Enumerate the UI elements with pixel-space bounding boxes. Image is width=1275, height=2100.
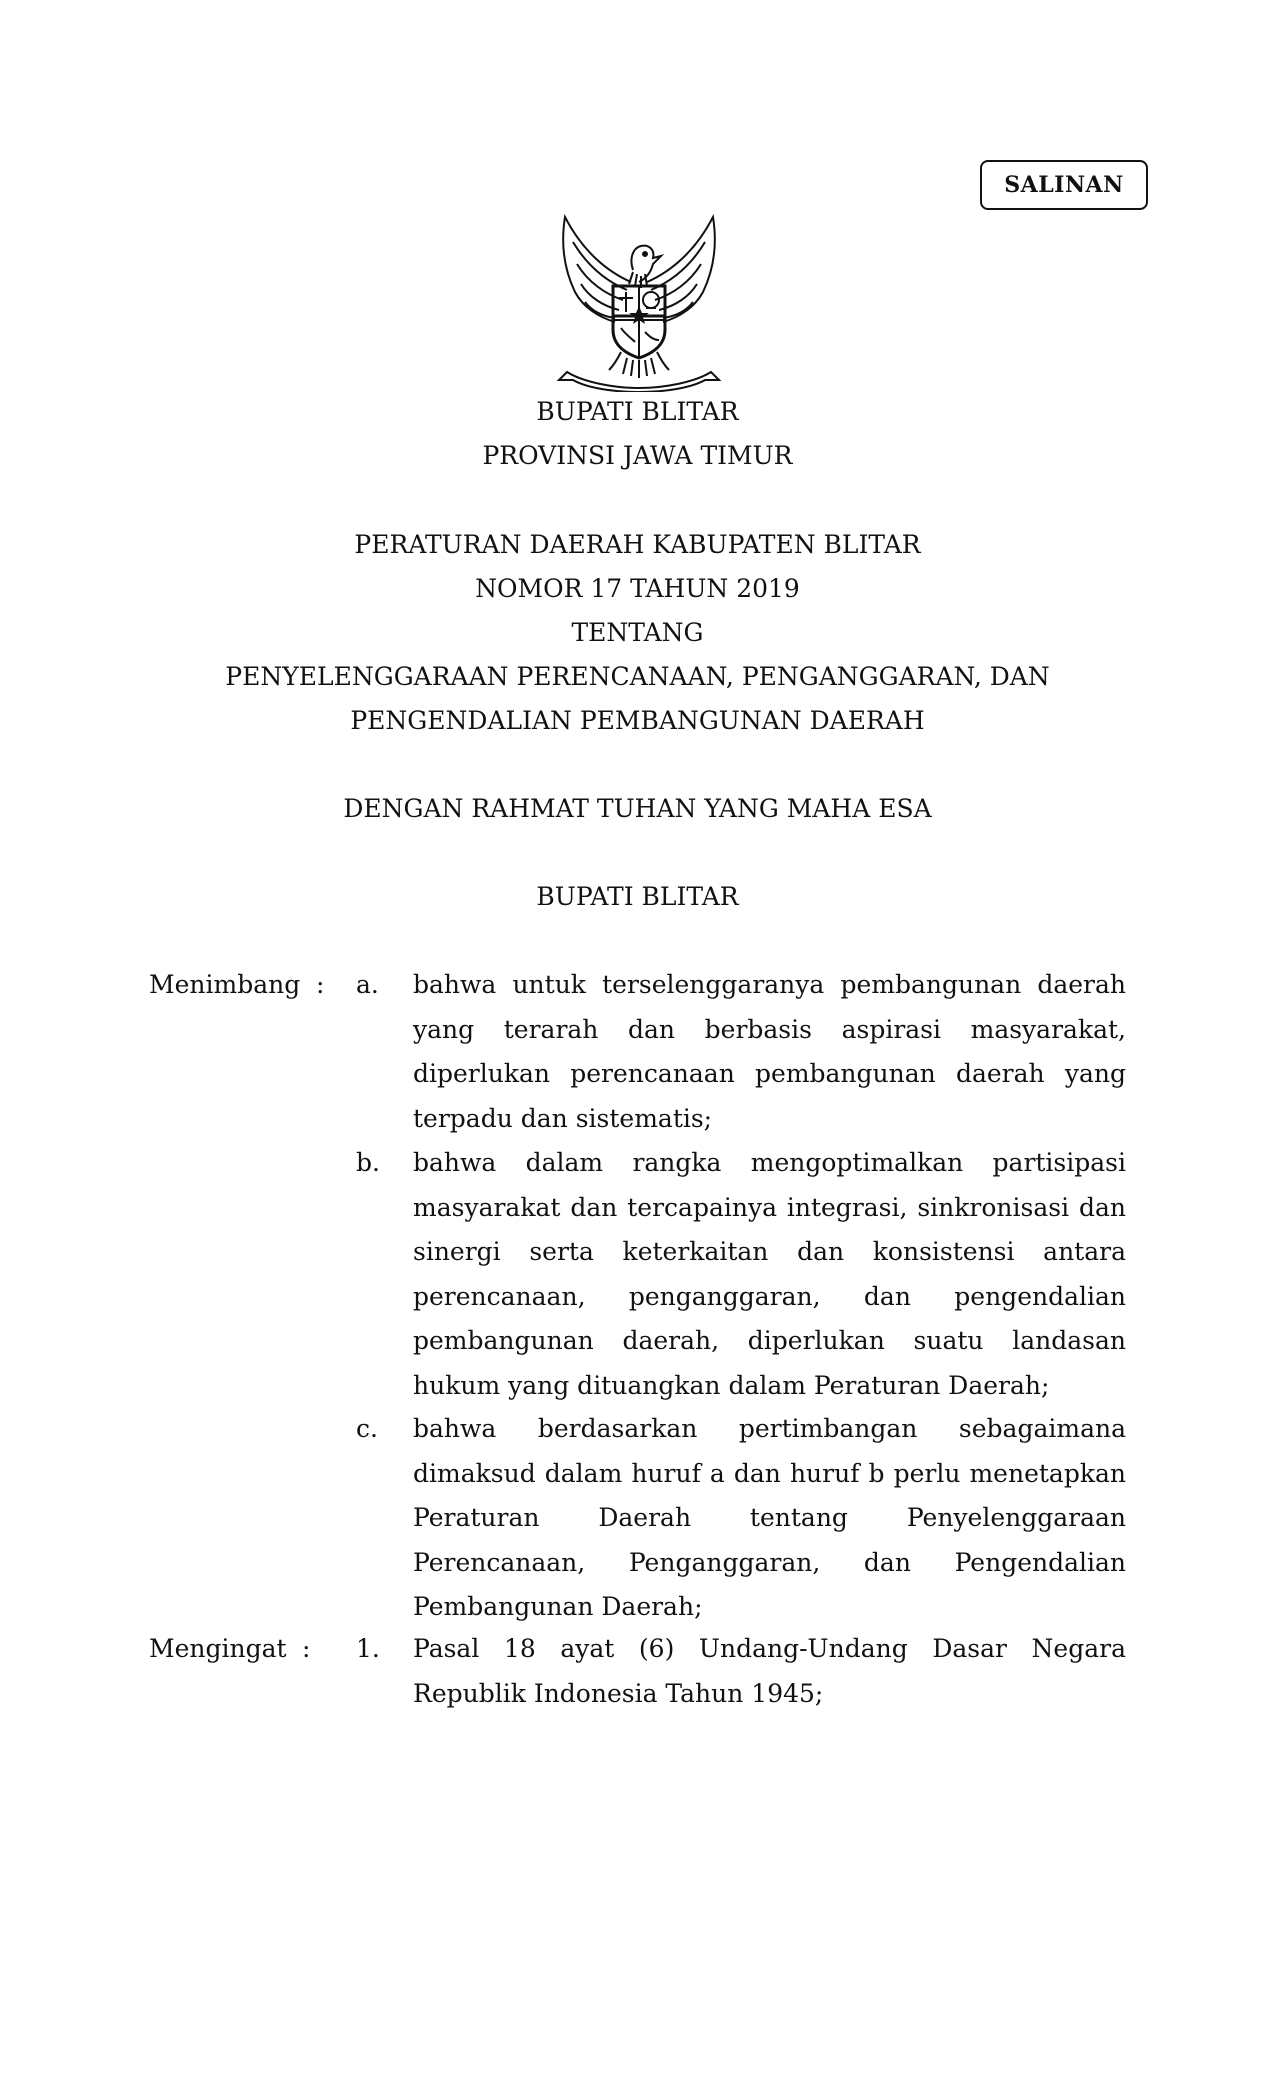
preamble-blessing: DENGAN RAHMAT TUHAN YANG MAHA ESA: [343, 794, 932, 823]
menimbang-label: Menimbang: [149, 970, 301, 999]
mengingat-item-1-marker: 1.: [356, 1634, 380, 1663]
menimbang-colon: :: [316, 970, 325, 999]
header-authority: BUPATI BLITAR: [536, 397, 739, 426]
mengingat-label: Mengingat: [149, 1634, 287, 1663]
regulation-number: NOMOR 17 TAHUN 2019: [475, 574, 800, 603]
header-province: PROVINSI JAWA TIMUR: [482, 441, 793, 470]
mengingat-colon: :: [302, 1634, 311, 1663]
garuda-pancasila-emblem-icon: [553, 212, 725, 392]
menimbang-item-c-marker: c.: [356, 1414, 378, 1443]
regulation-subject-line-1: PENYELENGGARAAN PERENCANAAN, PENGANGGARAN, DAN: [225, 662, 1050, 691]
menimbang-item-c-text: bahwa berdasarkan pertimbangan sebagaimana dimaksud dalam huruf a dan huruf b perlu menetapkan Peraturan Daerah tentang Penyelenggaraan Perencanaan, Penganggaran, dan Pengendalian Pembangunan Daerah;: [413, 1414, 1126, 1621]
regulation-tentang: TENTANG: [571, 618, 704, 647]
regulation-title-line-1: PERATURAN DAERAH KABUPATEN BLITAR: [354, 530, 921, 559]
menimbang-item-b-marker: b.: [356, 1148, 380, 1177]
mengingat-item-1-text: Pasal 18 ayat (6) Undang-Undang Dasar Negara Republik Indonesia Tahun 1945;: [413, 1634, 1126, 1708]
regulation-subject-line-2: PENGENDALIAN PEMBANGUNAN DAERAH: [350, 706, 925, 735]
salinan-label: SALINAN: [1004, 172, 1124, 198]
menimbang-item-a-text: bahwa untuk terselenggaranya pembangunan daerah yang terarah dan berbasis aspirasi masyarakat, diperlukan perencanaan pembangunan daerah yang terpadu dan sistematis;: [413, 970, 1126, 1133]
menimbang-item-a-marker: a.: [356, 970, 379, 999]
salinan-stamp: [980, 160, 1148, 210]
menimbang-item-b-text: bahwa dalam rangka mengoptimalkan partisipasi masyarakat dan tercapainya integrasi, sinkronisasi dan sinergi serta keterkaitan dan konsistensi antara perencanaan, penganggaran, dan pengendalian pembangunan daerah, diperlukan suatu landasan hukum yang dituangkan dalam Peraturan Daerah;: [413, 1148, 1126, 1400]
preamble-authority: BUPATI BLITAR: [536, 882, 739, 911]
